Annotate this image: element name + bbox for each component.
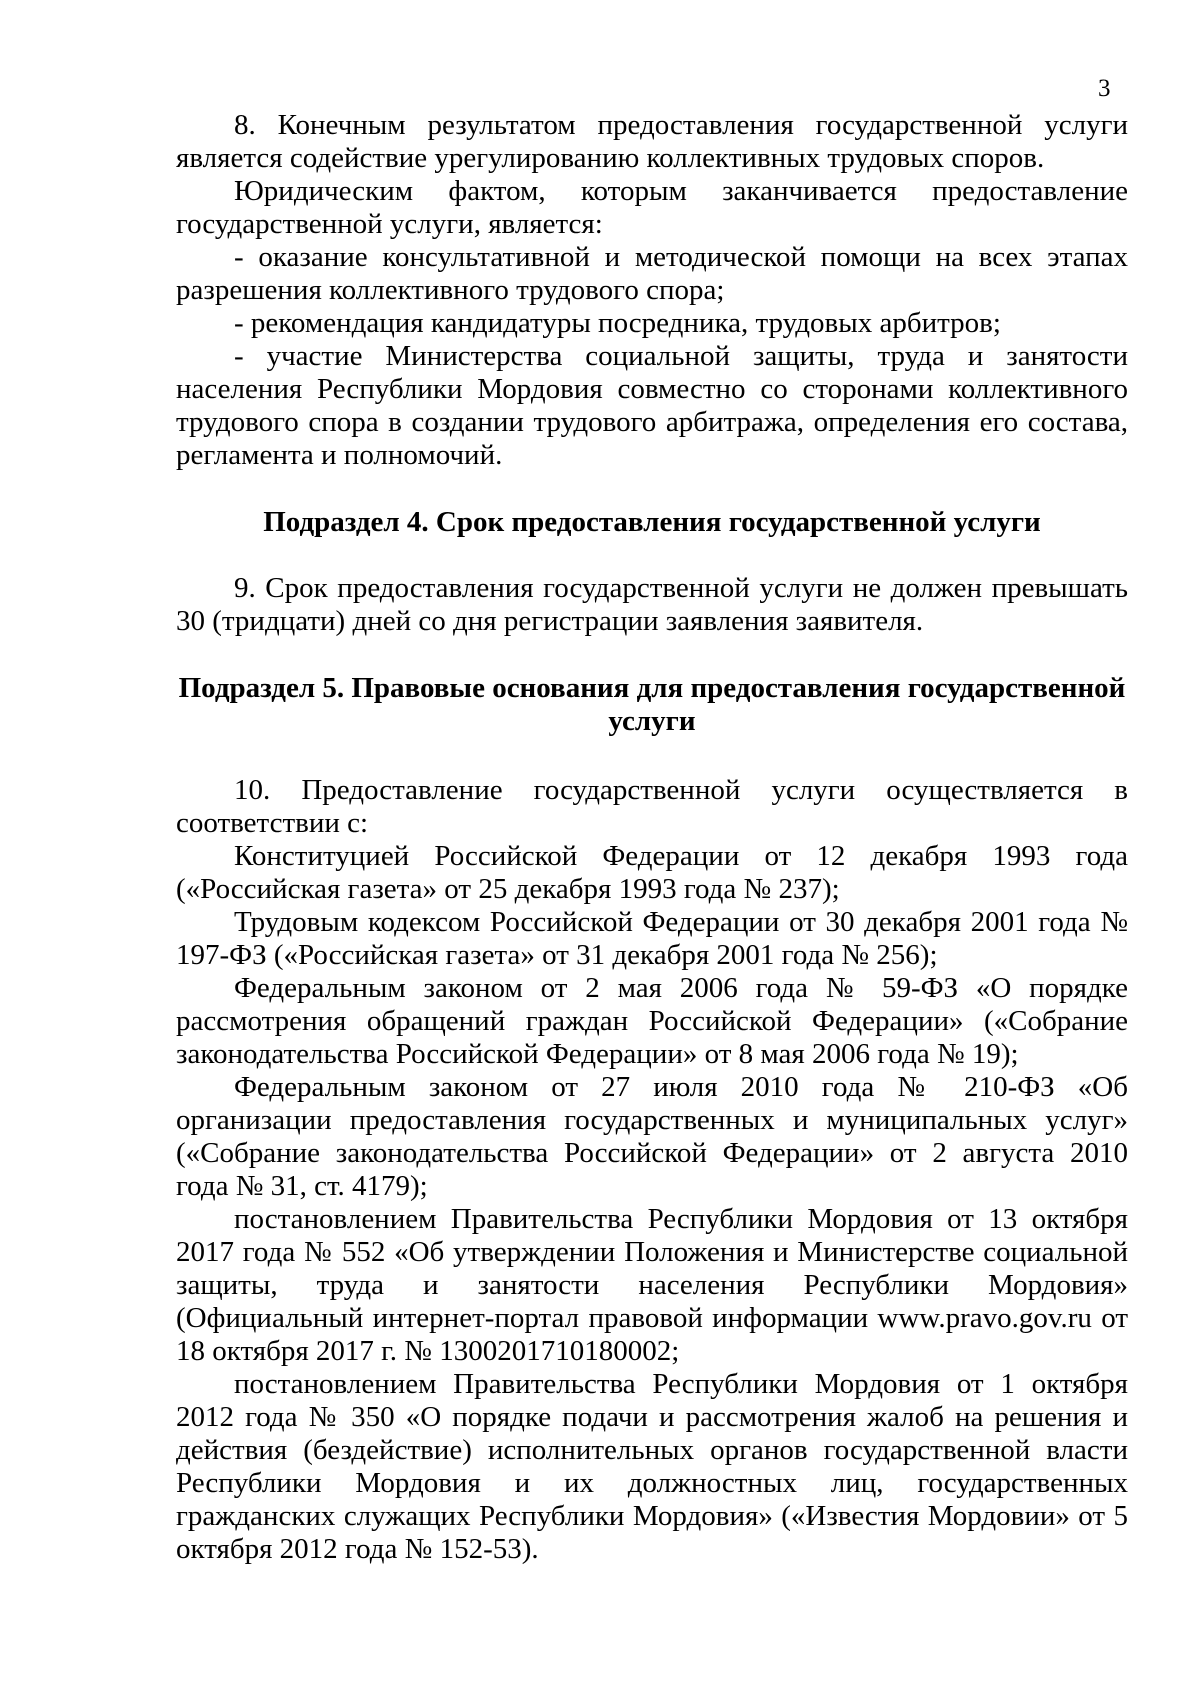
section-heading-4: Подраздел 4. Срок предоставления государственной услуги	[263, 506, 1041, 538]
paragraph-8-result: 8. Конечным результатом предоставления государственной услуги является содействие урегулированию коллективных трудовых споров.	[176, 109, 1128, 174]
list-item-recommendation: - рекомендация кандидатуры посредника, трудовых арбитров;	[234, 307, 1001, 339]
section-heading-5: Подраздел 5. Правовые основания для предоставления государственной услуги	[178, 672, 1126, 737]
document-body	[176, 109, 1128, 1566]
legal-basis-resolution-552: постановлением Правительства Республики Мордовия от 13 октября 2017 года № 552 «Об утверждении Положения и Министерстве социальной защиты, труда и занятости населения Республики Мордовия» (Официальный интернет-портал правовой информации www.pravo.gov.ru от 18 октября 2017 г. № 1300201710180002;	[176, 1203, 1128, 1367]
paragraph-legal-fact: Юридическим фактом, которым заканчивается предоставление государственной услуги, является:	[176, 175, 1128, 240]
list-item-consulting: - оказание консультативной и методической помощи на всех этапах разрешения коллективного трудового спора;	[176, 241, 1128, 306]
legal-basis-law-210: Федеральным законом от 27 июля 2010 года № 210-ФЗ «Об организации предоставления государственных и муниципальных услуг» («Собрание законодательства Российской Федерации» от 2 августа 2010 года № 31, ст. 4179);	[176, 1071, 1128, 1202]
paragraph-10-intro: 10. Предоставление государственной услуги осуществляется в соответствии с:	[176, 774, 1128, 839]
paragraph-9-term: 9. Срок предоставления государственной услуги не должен превышать 30 (тридцати) дней со дня регистрации заявления заявителя.	[176, 572, 1128, 637]
legal-basis-law-59: Федеральным законом от 2 мая 2006 года № 59-ФЗ «О порядке рассмотрения обращений граждан Российской Федерации» («Собрание законодательства Российской Федерации» от 8 мая 2006 года № 19);	[176, 972, 1128, 1070]
list-item-participation: - участие Министерства социальной защиты, труда и занятости населения Республики Мордовия совместно со сторонами коллективного трудового спора в создании трудового арбитража, определения его состава, регламента и полномочий.	[176, 340, 1128, 471]
legal-basis-labor-code: Трудовым кодексом Российской Федерации от 30 декабря 2001 года № 197-ФЗ («Российская газета» от 31 декабря 2001 года № 256);	[176, 906, 1128, 971]
legal-basis-resolution-350: постановлением Правительства Республики Мордовия от 1 октября 2012 года № 350 «О порядке подачи и рассмотрения жалоб на решения и действия (бездействие) исполнительных органов государственной власти Республики Мордовия и их должностных лиц, государственных гражданских служащих Республики Мордовия» («Известия Мордовии» от 5 октября 2012 года № 152-53).	[176, 1368, 1128, 1565]
legal-basis-constitution: Конституцией Российской Федерации от 12 декабря 1993 года («Российская газета» от 25 декабря 1993 года № 237);	[176, 840, 1128, 905]
page-number: 3	[1098, 75, 1111, 102]
